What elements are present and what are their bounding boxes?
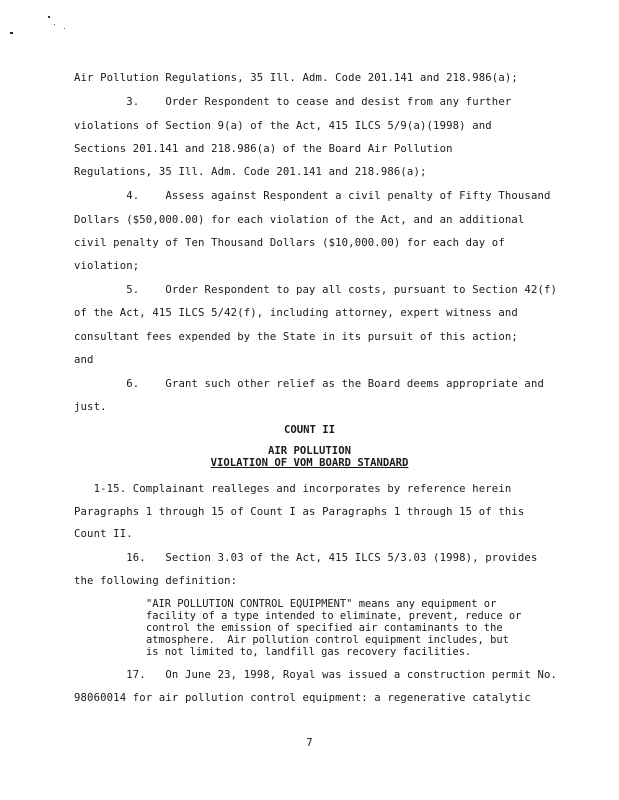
- body-line: 5. Order Respondent to pay all costs, pursuant to Section 42(f): [74, 284, 558, 296]
- body-line: 6. Grant such other relief as the Board deems appropriate and: [74, 378, 545, 390]
- body-line: and: [74, 354, 94, 366]
- body-line: 1-15. Complainant realleges and incorporates by reference herein: [74, 483, 512, 495]
- body-line: violation;: [74, 260, 140, 272]
- body-line: civil penalty of Ten Thousand Dollars ($10,000.00) for each day of: [74, 237, 505, 249]
- block-quote-line: atmosphere. Air pollution control equipment includes, but: [146, 634, 509, 646]
- body-line: consultant fees expended by the State in its pursuit of this action;: [74, 331, 518, 343]
- section-heading: AIR POLLUTION: [268, 445, 351, 457]
- body-line: Dollars ($50,000.00) for each violation of the Act, and an additional: [74, 214, 525, 226]
- body-line: Paragraphs 1 through 15 of Count I as Paragraphs 1 through 15 of this: [74, 506, 525, 518]
- count-heading: COUNT II: [283, 424, 336, 436]
- body-line: 98060014 for air pollution control equipment: a regenerative catalytic: [74, 692, 531, 704]
- body-line: Sections 201.141 and 218.986(a) of the Board Air Pollution: [74, 143, 453, 155]
- block-quote-line: "AIR POLLUTION CONTROL EQUIPMENT" means any equipment or: [146, 598, 497, 610]
- page-number: 7: [306, 737, 313, 749]
- body-line: 17. On June 23, 1998, Royal was issued a construction permit No.: [74, 669, 558, 681]
- body-line: 4. Assess against Respondent a civil penalty of Fifty Thousand: [74, 190, 551, 202]
- section-subheading: VIOLATION OF VOM BOARD STANDARD: [210, 457, 409, 469]
- scan-specks: [8, 14, 78, 44]
- body-line: violations of Section 9(a) of the Act, 415 ILCS 5/9(a)(1998) and: [74, 120, 492, 132]
- body-line: Count II.: [74, 528, 133, 540]
- block-quote-line: is not limited to, landfill gas recovery facilities.: [146, 646, 472, 658]
- body-line: Air Pollution Regulations, 35 Ill. Adm. Code 201.141 and 218.986(a);: [74, 72, 518, 84]
- block-quote-line: control the emission of specified air contaminants to the: [146, 622, 503, 634]
- body-line: 3. Order Respondent to cease and desist from any further: [74, 96, 512, 108]
- body-line: 16. Section 3.03 of the Act, 415 ILCS 5/3.03 (1998), provides: [74, 552, 538, 564]
- block-quote-line: facility of a type intended to eliminate, prevent, reduce or: [146, 610, 522, 622]
- body-line: just.: [74, 401, 107, 413]
- body-line: of the Act, 415 ILCS 5/42(f), including attorney, expert witness and: [74, 307, 518, 319]
- body-line: Regulations, 35 Ill. Adm. Code 201.141 and 218.986(a);: [74, 166, 427, 178]
- body-line: the following definition:: [74, 575, 238, 587]
